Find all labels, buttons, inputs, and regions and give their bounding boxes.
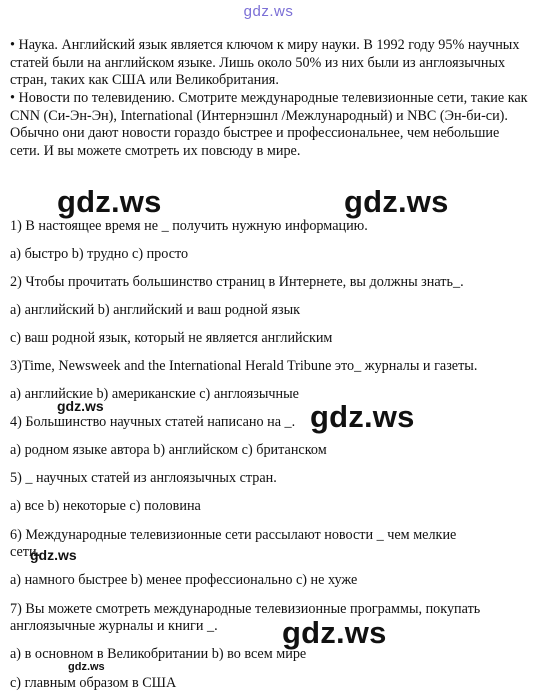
answers-2a: а) английский b) английский и ваш родной язык — [10, 302, 301, 318]
answers-1: а) быстро b) трудно с) просто — [10, 246, 189, 262]
answers-7b: с) главным образом в США — [10, 675, 177, 691]
question-5: 5) _ научных статей из англоязычных стран. — [10, 470, 277, 486]
question-7b: англоязычные журналы и книги _. — [10, 618, 218, 634]
question-6b: сети. — [10, 544, 41, 560]
answers-5: а) все b) некоторые с) половина — [10, 498, 201, 514]
watermark-left: gdz.ws — [57, 184, 162, 219]
watermark-mid: gdz.ws — [310, 399, 415, 434]
watermark-small-2: gdz.ws — [30, 547, 77, 563]
question-4: 4) Большинство научных статей написано на _. — [10, 414, 296, 430]
watermark-top: gdz.ws — [243, 3, 294, 20]
question-1: 1) В настоящее время не _ получить нужную информацию. — [10, 218, 368, 234]
watermark-tiny: gdz.ws — [68, 661, 105, 673]
question-7a: 7) Вы можете смотреть международные телевизионные программы, покупать — [10, 601, 481, 617]
question-2: 2) Чтобы прочитать большинство страниц в Интернете, вы должны знать_. — [10, 274, 464, 290]
question-6a: 6) Международные телевизионные сети рассылают новости _ чем мелкие — [10, 527, 457, 543]
answers-6: а) намного быстрее b) менее профессионально с) не хуже — [10, 572, 358, 588]
answers-3: а) английские b) американские с) англоязычные — [10, 386, 299, 402]
science-paragraph: • Наука. Английский язык является ключом к миру науки. В 1992 году 95% научных статей были на английском языке. Лишь около 50% из них были из англоязычных стран, таких как США или Великобритания. — [10, 37, 520, 89]
watermark-bottom: gdz.ws — [282, 615, 387, 650]
answers-4: а) родном языке автора b) английском с) британском — [10, 442, 327, 458]
answers-2b: с) ваш родной язык, который не является английским — [10, 330, 333, 346]
tv-news-paragraph: • Новости по телевидению. Смотрите международные телевизионные сети, такие как CNN (Си-Эн-Эн), International (Интернэшнл /Межлународный) и NBC (Эн-би-си). Обычно они дают новости гораздо быстрее и профессиональнее, чем небольшие сети. И вы можете смотреть их повсюду в мире. — [10, 90, 528, 159]
watermark-small-1: gdz.ws — [57, 398, 104, 414]
question-3: 3)Time, Newsweek and the International Herald Tribune это_ журналы и газеты. — [10, 358, 478, 374]
answers-7a: а) в основном в Великобритании b) во всем мире — [10, 646, 307, 662]
watermark-right: gdz.ws — [344, 184, 449, 219]
